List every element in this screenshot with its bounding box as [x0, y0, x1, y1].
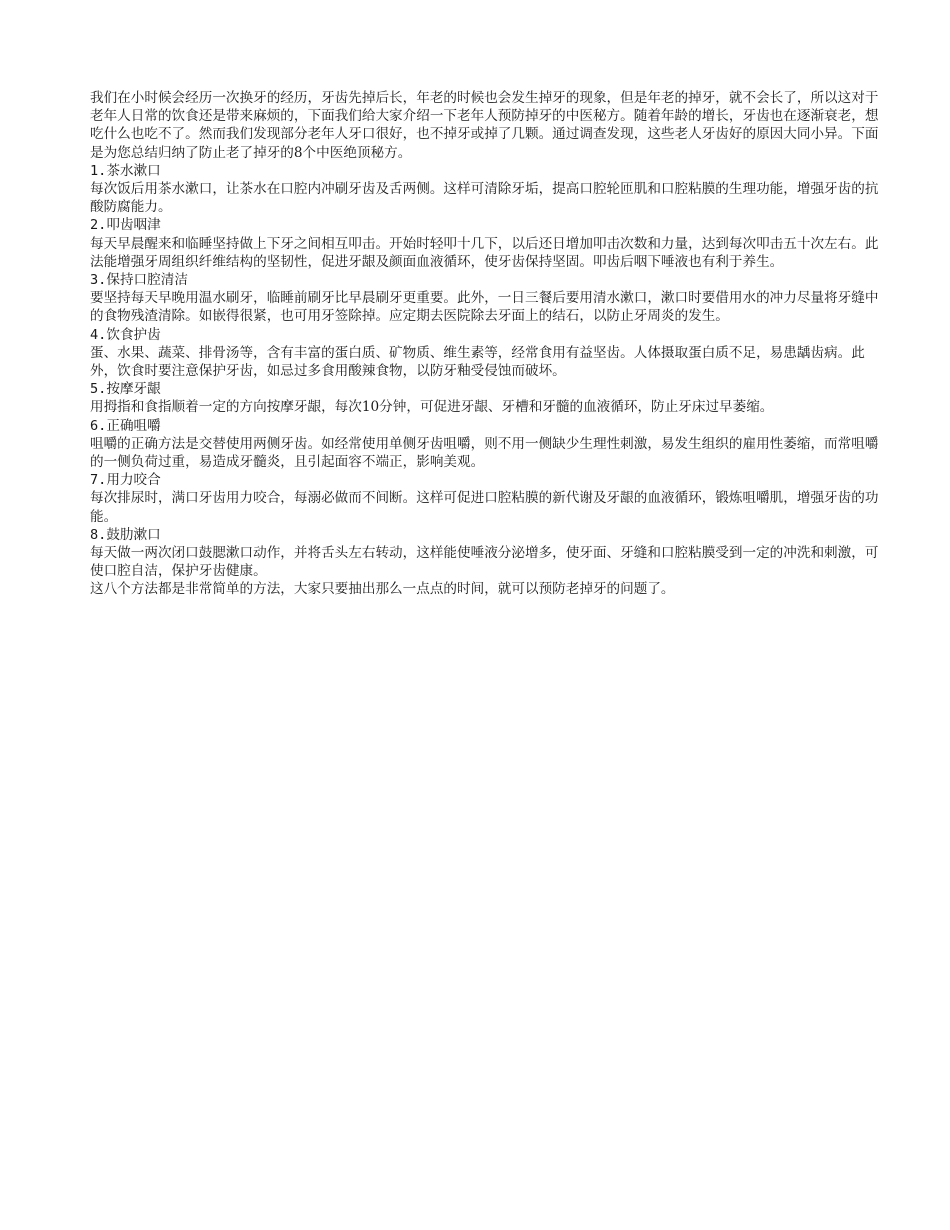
section-body: 要坚持每天早晚用温水刷牙，临睡前刷牙比早晨刷牙更重要。此外，一日三餐后要用清水漱口，漱口时要借用水的冲力尽量将牙缝中的食物残渣清除。如嵌得很紧，也可用牙签除掉。应定期去医院除去牙面上的结石，以防止牙周炎的发生。: [90, 290, 879, 325]
section-heading: [90, 326, 880, 344]
section-title: 鼓肋漱口: [106, 526, 161, 543]
section-5: [90, 380, 880, 416]
section-number: 1.: [90, 162, 107, 179]
section-title: 正确咀嚼: [106, 417, 161, 434]
section-body: 每次排尿时，满口牙齿用力咬合，每溺必做而不间断。这样可促进口腔粘膜的新代谢及牙龈的血液循环，锻炼咀嚼肌，增强牙齿的功能。: [90, 490, 879, 525]
section-number: 8.: [90, 526, 107, 543]
intro-paragraph: 我们在小时候会经历一次换牙的经历，牙齿先掉后长，年老的时候也会发生掉牙的现象，但是年老的掉牙，就不会长了，所以这对于老年人日常的饮食还是带来麻烦的，下面我们给大家介绍一下老年人预防掉牙的中医秘方。随着年龄的增长，牙齿也在逐渐衰老，想吃什么也吃不了。然而我们发现部分老年人牙口很好，也不掉牙或掉了几颗。通过调查发现，这些老人牙齿好的原因大同小异。下面是为您总结归纳了防止老了掉牙的8个中医绝顶秘方。: [90, 90, 879, 161]
section-heading: [90, 417, 880, 435]
section-8: [90, 526, 880, 581]
section-number: 5.: [90, 381, 107, 398]
section-title: 保持口腔清洁: [106, 272, 188, 289]
section-title: 饮食护齿: [106, 326, 161, 343]
section-number: 6.: [90, 417, 107, 434]
section-title: 叩齿咽津: [106, 217, 161, 234]
section-4: [90, 326, 880, 381]
section-title: 用力咬合: [106, 472, 161, 489]
section-heading: [90, 471, 880, 489]
section-heading: [90, 526, 880, 544]
section-2: [90, 216, 880, 271]
section-body: 每天早晨醒来和临睡坚持做上下牙之间相互叩击。开始时轻叩十几下，以后还日增加叩击次数和力量，达到每次叩击五十次左右。此法能增强牙周组织纤维结构的坚韧性，促进牙龈及颜面血液循环，使牙齿保持坚固。叩齿后咽下唾液也有利于养生。: [90, 235, 879, 270]
section-heading: [90, 162, 880, 180]
conclusion-paragraph: 这八个方法都是非常简单的方法，大家只要抽出那么一点点的时间，就可以预防老掉牙的问题了。: [90, 581, 675, 598]
section-number: 4.: [90, 326, 107, 343]
section-3: [90, 271, 880, 326]
section-number: 2.: [90, 217, 107, 234]
section-6: [90, 417, 880, 472]
section-1: [90, 162, 880, 217]
section-title: 茶水漱口: [106, 162, 161, 179]
section-body: 咀嚼的正确方法是交替使用两侧牙齿。如经常使用单侧牙齿咀嚼，则不用一侧缺少生理性刺激，易发生组织的雇用性萎缩，而常咀嚼的一侧负荷过重，易造成牙髓炎，且引起面容不端正，影响美观。: [90, 435, 879, 471]
section-heading: [90, 216, 880, 234]
section-body: 蛋、水果、蔬菜、排骨汤等，含有丰富的蛋白质、矿物质、维生素等，经常食用有益坚齿。人体摄取蛋白质不足，易患龋齿病。此外，饮食时要注意保护牙齿，如忌过多食用酸辣食物，以防牙釉受侵蚀而破坏。: [90, 344, 865, 380]
section-7: [90, 471, 880, 526]
section-heading: [90, 380, 880, 398]
section-number: 3.: [90, 272, 107, 289]
section-body: 用拇指和食指顺着一定的方向按摩牙龈，每次10分钟，可促进牙龈、牙槽和牙髓的血液循环，防止牙床过早萎缩。: [90, 399, 774, 416]
document-body: [90, 89, 880, 599]
section-heading: [90, 271, 880, 289]
section-body: 每次饭后用茶水漱口，让茶水在口腔内冲刷牙齿及舌两侧。这样可清除牙垢，提高口腔轮匝肌和口腔粘膜的生理功能，增强牙齿的抗酸防腐能力。: [90, 181, 879, 216]
section-title: 按摩牙龈: [106, 381, 161, 398]
section-body: 每天做一两次闭口鼓腮漱口动作，并将舌头左右转动，这样能使唾液分泌增多，使牙面、牙缝和口腔粘膜受到一定的冲洗和刺激，可使口腔自洁，保护牙齿健康。: [90, 545, 879, 580]
section-number: 7.: [90, 472, 107, 489]
